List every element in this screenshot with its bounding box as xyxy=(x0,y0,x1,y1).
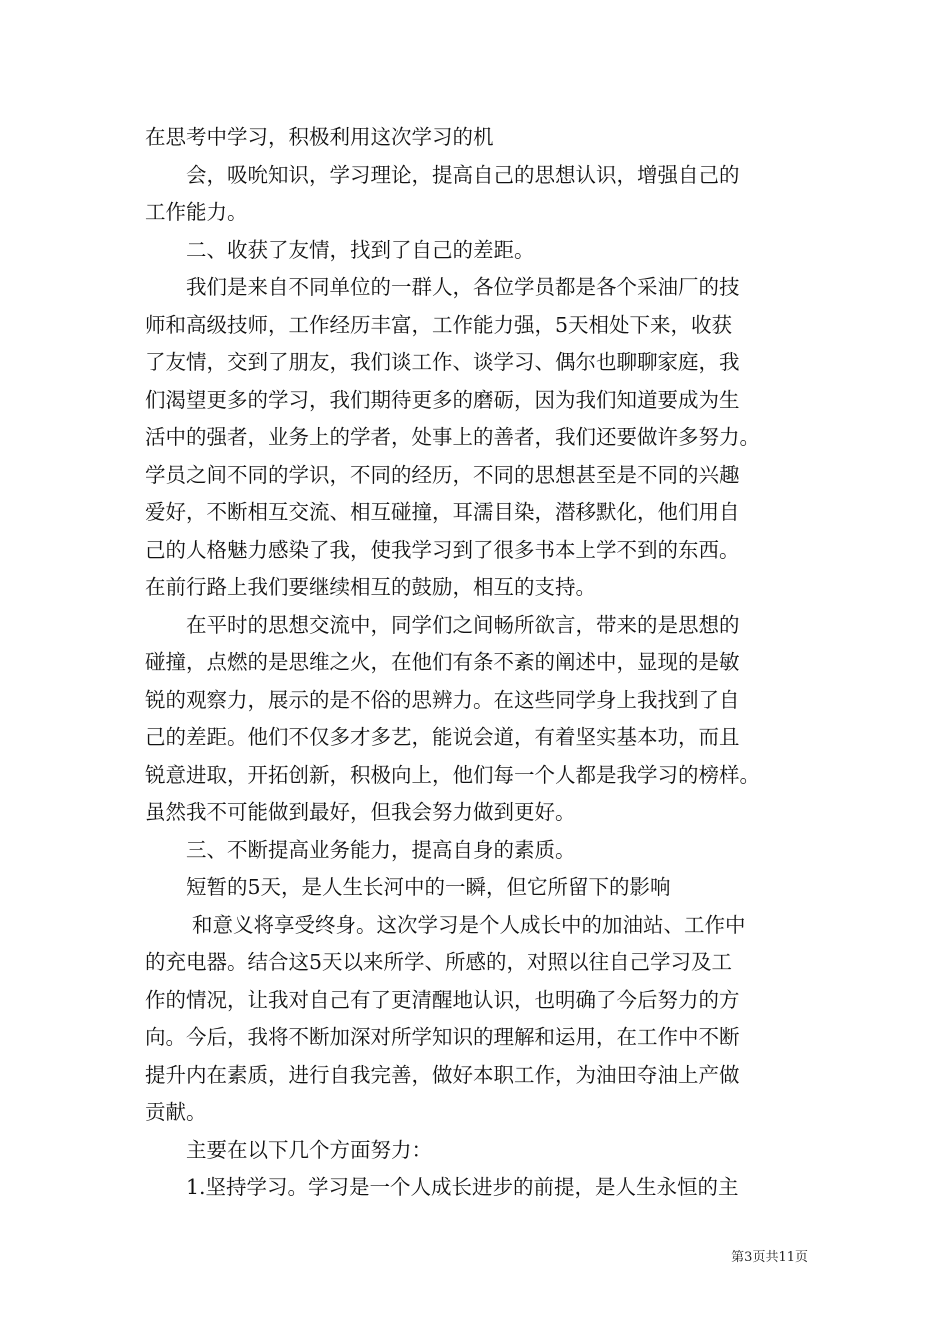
text-line: 在前行路上我们要继续相互的鼓励，相互的支持。 xyxy=(145,575,596,599)
page-number: 第3页共11页 xyxy=(731,1250,808,1265)
text-line: 师和高级技师，工作经历丰富，工作能力强，5天相处下来，收获 xyxy=(145,312,733,337)
text-line: 作的情况，让我对自己有了更清醒地认识，也明确了今后努力的方 xyxy=(145,987,740,1012)
text-line: 们渴望更多的学习，我们期待更多的磨砺，因为我们知道要成为生 xyxy=(145,387,740,412)
text-line: 爱好，不断相互交流、相互碰撞，耳濡目染，潜移默化，他们用自 xyxy=(145,500,740,524)
text-line: 己的人格魅力感染了我，使我学习到了很多书本上学不到的东西。 xyxy=(145,537,740,562)
text-line: 己的差距。他们不仅多才多艺，能说会道，有着坚实基本功，而且 xyxy=(145,725,740,749)
text-line: 虽然我不可能做到最好，但我会努力做到更好。 xyxy=(145,800,576,824)
text-line: 贡献。 xyxy=(145,1100,207,1124)
text-line: 和意义将享受终身。这次学习是个人成长中的加油站、工作中 xyxy=(192,912,746,937)
section-heading: 三、不断提高业务能力，提高自身的素质。 xyxy=(186,837,576,862)
text-line: 向。今后，我将不断加深对所学知识的理解和运用，在工作中不断 xyxy=(145,1025,740,1049)
list-item: 1.坚持学习。学习是一个人成长进步的前提，是人生永恒的主 xyxy=(186,1175,739,1199)
text-line: 短暂的5天，是人生长河中的一瞬，但它所留下的影响 xyxy=(186,875,671,899)
text-line: 锐的观察力，展示的是不俗的思辨力。在这些同学身上我找到了自 xyxy=(145,687,740,712)
text-line: 在平时的思想交流中，同学们之间畅所欲言，带来的是思想的 xyxy=(186,612,740,637)
text-line: 会，吸吮知识，学习理论，提高自己的思想认识，增强自己的 xyxy=(186,162,740,187)
document-body xyxy=(145,119,825,1207)
text-line: 活中的强者，业务上的学者，处事上的善者，我们还要做许多努力。 xyxy=(145,425,760,449)
text-line: 在思考中学习，积极利用这次学习的机 xyxy=(145,125,494,149)
text-line: 碰撞，点燃的是思维之火，在他们有条不紊的阐述中，显现的是敏 xyxy=(145,650,740,674)
text-line: 锐意进取，开拓创新，积极向上，他们每一个人都是我学习的榜样。 xyxy=(145,762,760,787)
text-line: 工作能力。 xyxy=(145,200,248,224)
text-line: 学员之间不同的学识，不同的经历，不同的思想甚至是不同的兴趣 xyxy=(145,462,740,487)
section-heading: 二、收获了友情，找到了自己的差距。 xyxy=(186,237,535,262)
text-line: 主要在以下几个方面努力： xyxy=(186,1137,432,1162)
text-line: 了友情，交到了朋友，我们谈工作、谈学习、偶尔也聊聊家庭，我 xyxy=(145,350,740,374)
text-line: 我们是来自不同单位的一群人，各位学员都是各个采油厂的技 xyxy=(186,275,740,299)
text-line: 的充电器。结合这5天以来所学、所感的，对照以往自己学习及工 xyxy=(145,950,733,974)
text-line: 提升内在素质，进行自我完善，做好本职工作，为油田夺油上产做 xyxy=(145,1062,740,1087)
